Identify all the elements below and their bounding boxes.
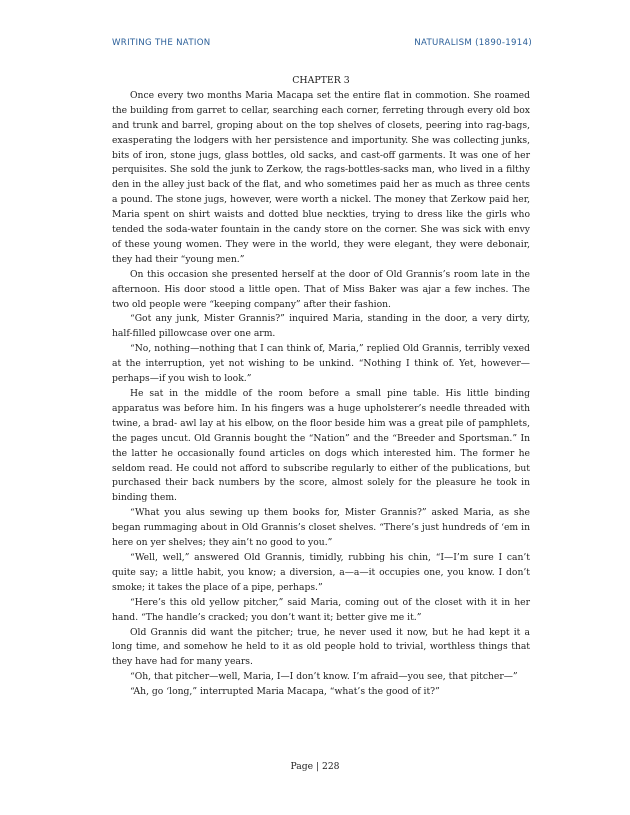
chapter-title: CHAPTER 3	[292, 75, 350, 86]
header-section-title: NATURALISM (1890-1914)	[414, 38, 532, 48]
paragraph: Once every two months Maria Macapa set the entire flat in commotion. She roamed the building from garret to cellar, searching each corner, ferreting through every old box and trunk and barrel, groping about on the top shelves of closets, peering into rag-bags, exasperating the lodgers with her persistence and importunity. She was collecting junks, bits of iron, stone jugs, glass bottles, old sacks, and cast-off garments. It was one of her perquisites. She sold the junk to Zerkow, the rags-bottles-sacks man, who lived in a filthy den in the alley just back of the flat, and who sometimes paid her as much as three cents a pound. The stone jugs, however, were worth a nickel. The money that Zerkow paid her, Maria spent on shirt waists and dotted blue neckties, trying to dress like the girls who tended the soda-water fountain in the candy store on the corner. She was sick with envy of these young women. They were in the world, they were elegant, they were debonair, they had their “young men.”	[112, 89, 530, 265]
paragraph: “No, nothing—nothing that I can think of, Maria,” replied Old Grannis, terribly vexed at the interruption, yet not wishing to be unkind. “Nothing I think of. Yet, however—perhaps—if you wish to look.”	[112, 343, 530, 385]
paragraph: “Got any junk, Mister Grannis?” inquired Maria, standing in the door, a very dirty, half-filled pillowcase over one arm.	[112, 313, 530, 340]
header-book-title: WRITING THE NATION	[112, 38, 211, 48]
paragraph: He sat in the middle of the room before a small pine table. His little binding apparatus was before him. In his fingers was a huge upholsterer’s needle threaded with twine, a brad- awl lay at his elbow, on the floor beside him was a great pile of pamphlets, the pages uncut. Old Grannis bought the “Nation” and the “Breeder and Sportsman.” In the latter he occasionally found articles on dogs which interested him. The former he seldom read. He could not afford to subscribe regularly to either of the publications, but purchased their back numbers by the score, almost solely for the pleasure he took in binding them.	[112, 388, 530, 504]
paragraph: “What you alus sewing up them books for, Mister Grannis?” asked Maria, as she began rummaging about in Old Grannis’s closet shelves. “There’s just hundreds of ‘em in here on yer shelves; they ain’t no good to you.”	[112, 507, 530, 549]
paragraph: “Here’s this old yellow pitcher,” said Maria, coming out of the closet with it in her hand. “The handle’s cracked; you don’t want it; better give me it.”	[112, 596, 530, 623]
paragraph: “Ah, go ‘long,” interrupted Maria Macapa, “what’s the good of it?”	[130, 686, 440, 698]
paragraph: “Oh, that pitcher—well, Maria, I—I don’t know. I’m afraid—you see, that pitcher—”	[130, 671, 518, 683]
paragraph: On this occasion she presented herself at the door of Old Grannis’s room late in the afternoon. His door stood a little open. That of Miss Baker was ajar a few inches. The two old people were “keeping company” after their fashion.	[112, 268, 530, 310]
paragraph: “Well, well,” answered Old Grannis, timidly, rubbing his chin, “I—I’m sure I can’t quite say; a little habit, you know; a diversion, a—a—it occupies one, you know. I don’t smoke; it takes the place of a pipe, perhaps.”	[112, 551, 530, 593]
page-body	[112, 74, 530, 700]
paragraph: Old Grannis did want the pitcher; true, he never used it now, but he had kept it a long time, and somehow he held to it as old people hold to trivial, worthless things that they have had for many years.	[112, 626, 530, 668]
running-header	[112, 38, 532, 52]
page-number: Page | 228	[290, 761, 340, 772]
